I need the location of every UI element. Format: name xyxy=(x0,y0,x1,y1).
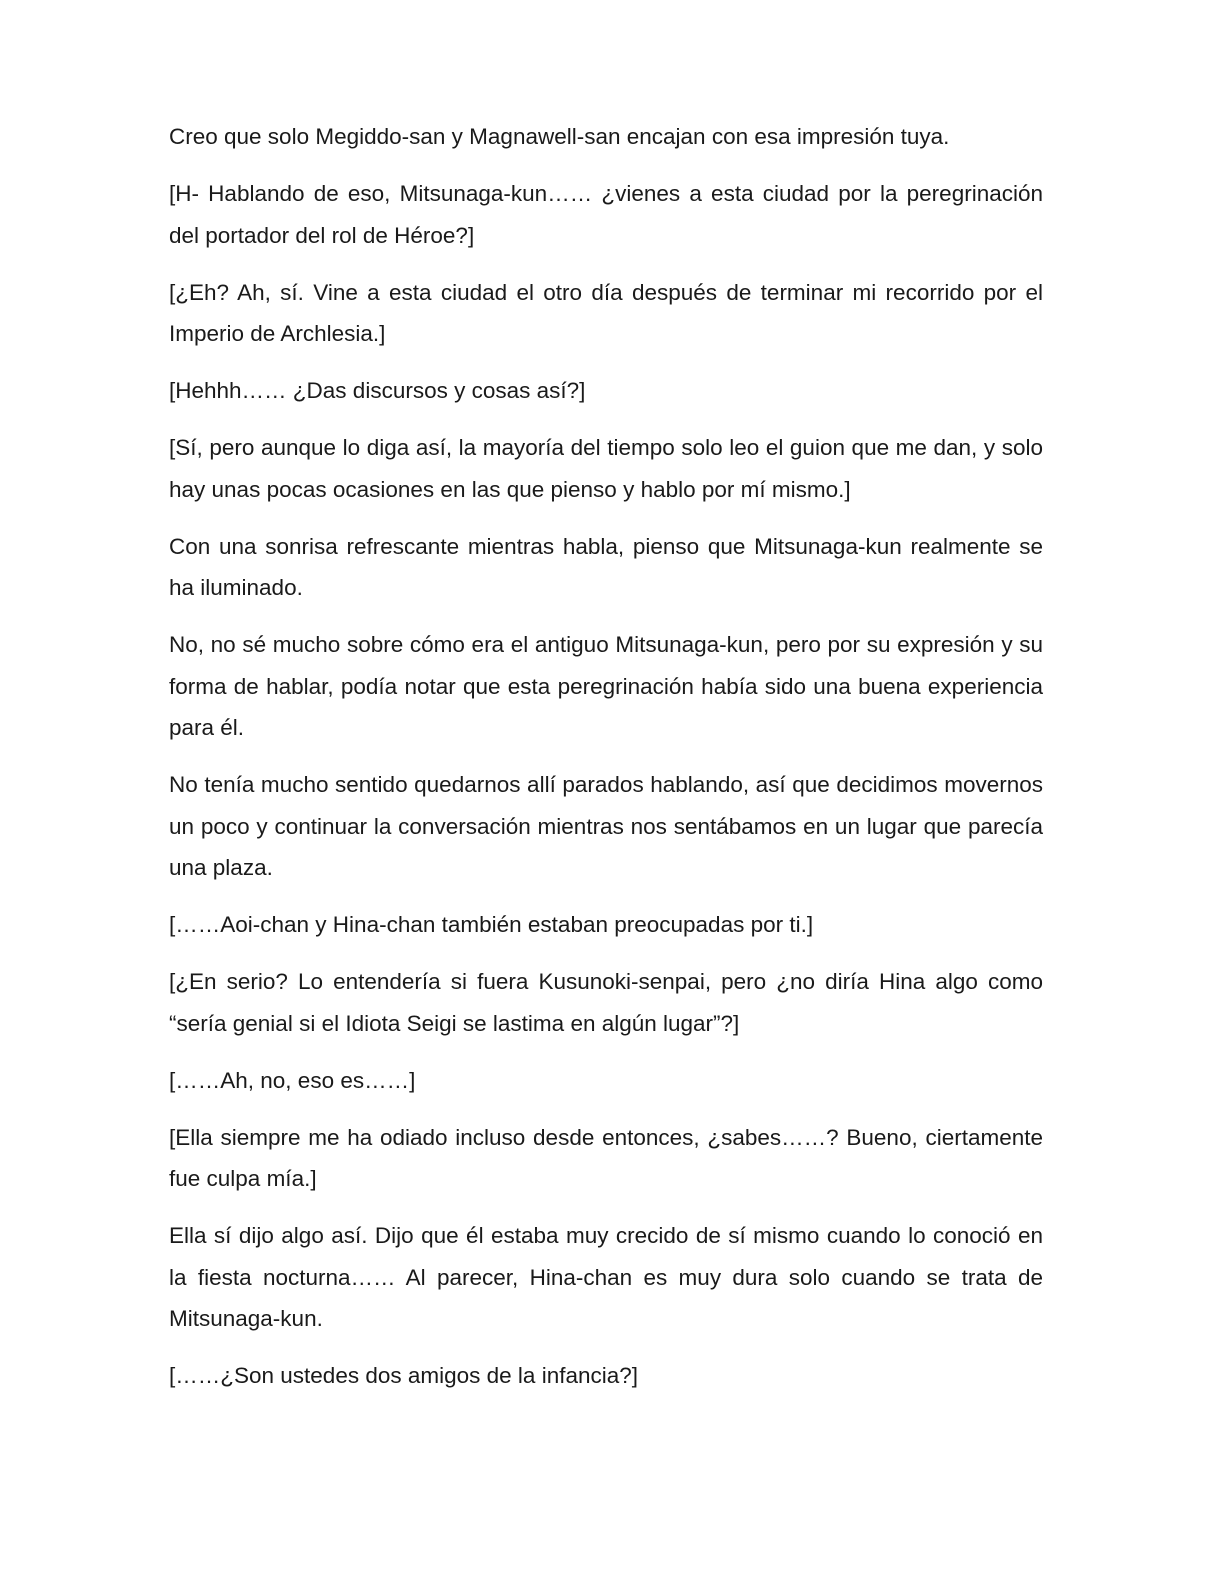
paragraph-14: [……¿Son ustedes dos amigos de la infancia?] xyxy=(169,1363,639,1388)
paragraph-3: [¿Eh? Ah, sí. Vine a esta ciudad el otro día después de terminar mi recorrido por el Imperio de Archlesia.] xyxy=(169,279,1043,346)
paragraph-11: [……Ah, no, eso es……] xyxy=(169,1067,416,1093)
paragraph-8: No tenía mucho sentido quedarnos allí parados hablando, así que decidimos movernos un poco y continuar la conversación mientras nos sentábamos en un lugar que parecía una plaza. xyxy=(169,772,1043,880)
paragraph-10: [¿En serio? Lo entendería si fuera Kusunoki-senpai, pero ¿no diría Hina algo como “sería genial si el Idiota Seigi se lastima en algún lugar”?] xyxy=(169,969,1043,1036)
paragraph-13: Ella sí dijo algo así. Dijo que él estaba muy crecido de sí mismo cuando lo conoció en la fiesta nocturna…… Al parecer, Hina-chan es muy dura solo cuando se trata de Mitsunaga-kun. xyxy=(169,1223,1043,1331)
paragraph-12: [Ella siempre me ha odiado incluso desde entonces, ¿sabes……? Bueno, ciertamente fue culpa mía.] xyxy=(169,1124,1043,1191)
paragraph-4: [Hehhh…… ¿Das discursos y cosas así?] xyxy=(169,378,586,403)
paragraph-6: Con una sonrisa refrescante mientras habla, pienso que Mitsunaga-kun realmente se ha iluminado. xyxy=(169,533,1043,600)
paragraph-5: [Sí, pero aunque lo diga así, la mayoría del tiempo solo leo el guion que me dan, y solo hay unas pocas ocasiones en las que pienso y hablo por mí mismo.] xyxy=(169,435,1043,502)
paragraph-9: [……Aoi-chan y Hina-chan también estaban preocupadas por ti.] xyxy=(169,912,814,937)
paragraph-1: Creo que solo Megiddo-san y Magnawell-san encajan con esa impresión tuya. xyxy=(169,124,950,149)
document-page xyxy=(169,116,1043,1412)
paragraph-7: No, no sé mucho sobre cómo era el antiguo Mitsunaga-kun, pero por su expresión y su forma de hablar, podía notar que esta peregrinación había sido una buena experiencia para él. xyxy=(169,632,1043,740)
paragraph-2: [H- Hablando de eso, Mitsunaga-kun…… ¿vienes a esta ciudad por la peregrinación del portador del rol de Héroe?] xyxy=(169,181,1043,248)
